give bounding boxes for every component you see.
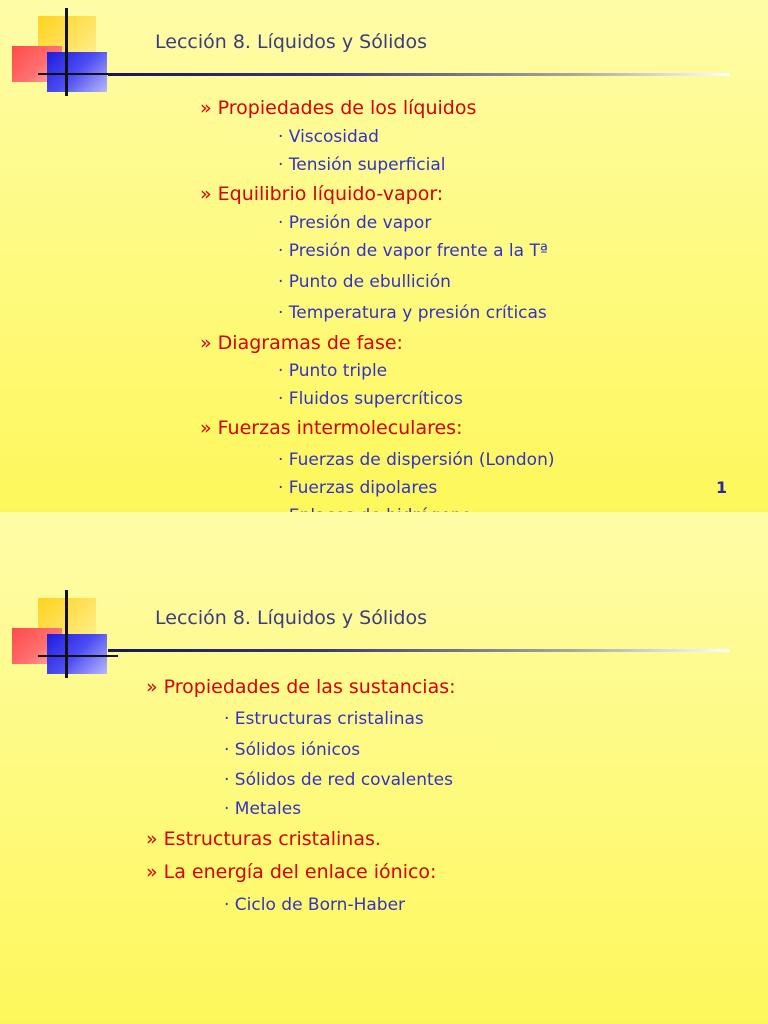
bullet-item: · Presión de vapor frente a la Tª (278, 241, 548, 261)
title-underline (108, 73, 730, 76)
section-heading: » Diagramas de fase: (200, 332, 403, 354)
bullet-item: · Sólidos de red covalentes (224, 770, 453, 790)
title-underline (108, 649, 730, 652)
bullet-item: · Presión de vapor (278, 213, 432, 233)
section-heading: » Equilibrio líquido-vapor: (200, 183, 444, 205)
decorative-squares-logo (0, 0, 120, 100)
bullet-item: · Fuerzas de dispersión (London) (278, 450, 555, 470)
bullet-item: · Fuerzas dipolares (278, 478, 438, 498)
section-heading: » Fuerzas intermoleculares: (200, 417, 463, 439)
section-heading: » Propiedades de las sustancias: (146, 676, 456, 698)
section-heading: » Propiedades de los líquidos (200, 97, 477, 119)
section-heading: » La energía del enlace iónico: (146, 861, 437, 883)
decorative-squares-logo (0, 582, 120, 682)
bullet-item: · Sólidos iónicos (224, 740, 361, 760)
bullet-item: · Punto de ebullición (278, 272, 451, 292)
bullet-item: · Viscosidad (278, 127, 379, 147)
slide-title: Lección 8. Líquidos y Sólidos (155, 607, 427, 629)
bullet-item: · Metales (224, 799, 302, 819)
slide-title: Lección 8. Líquidos y Sólidos (155, 31, 427, 53)
page-number: 1 (716, 478, 728, 497)
bullet-item: · Fluidos supercríticos (278, 389, 463, 409)
bullet-item: · Estructuras cristalinas (224, 709, 424, 729)
bullet-item: · Punto triple (278, 361, 388, 381)
section-heading: » Estructuras cristalinas. (146, 828, 381, 850)
bullet-item: · Ciclo de Born-Haber (224, 895, 406, 915)
slide-2 (0, 512, 768, 1024)
bullet-item: · Tensión superficial (278, 155, 446, 175)
bullet-item: · Temperatura y presión críticas (278, 303, 547, 323)
